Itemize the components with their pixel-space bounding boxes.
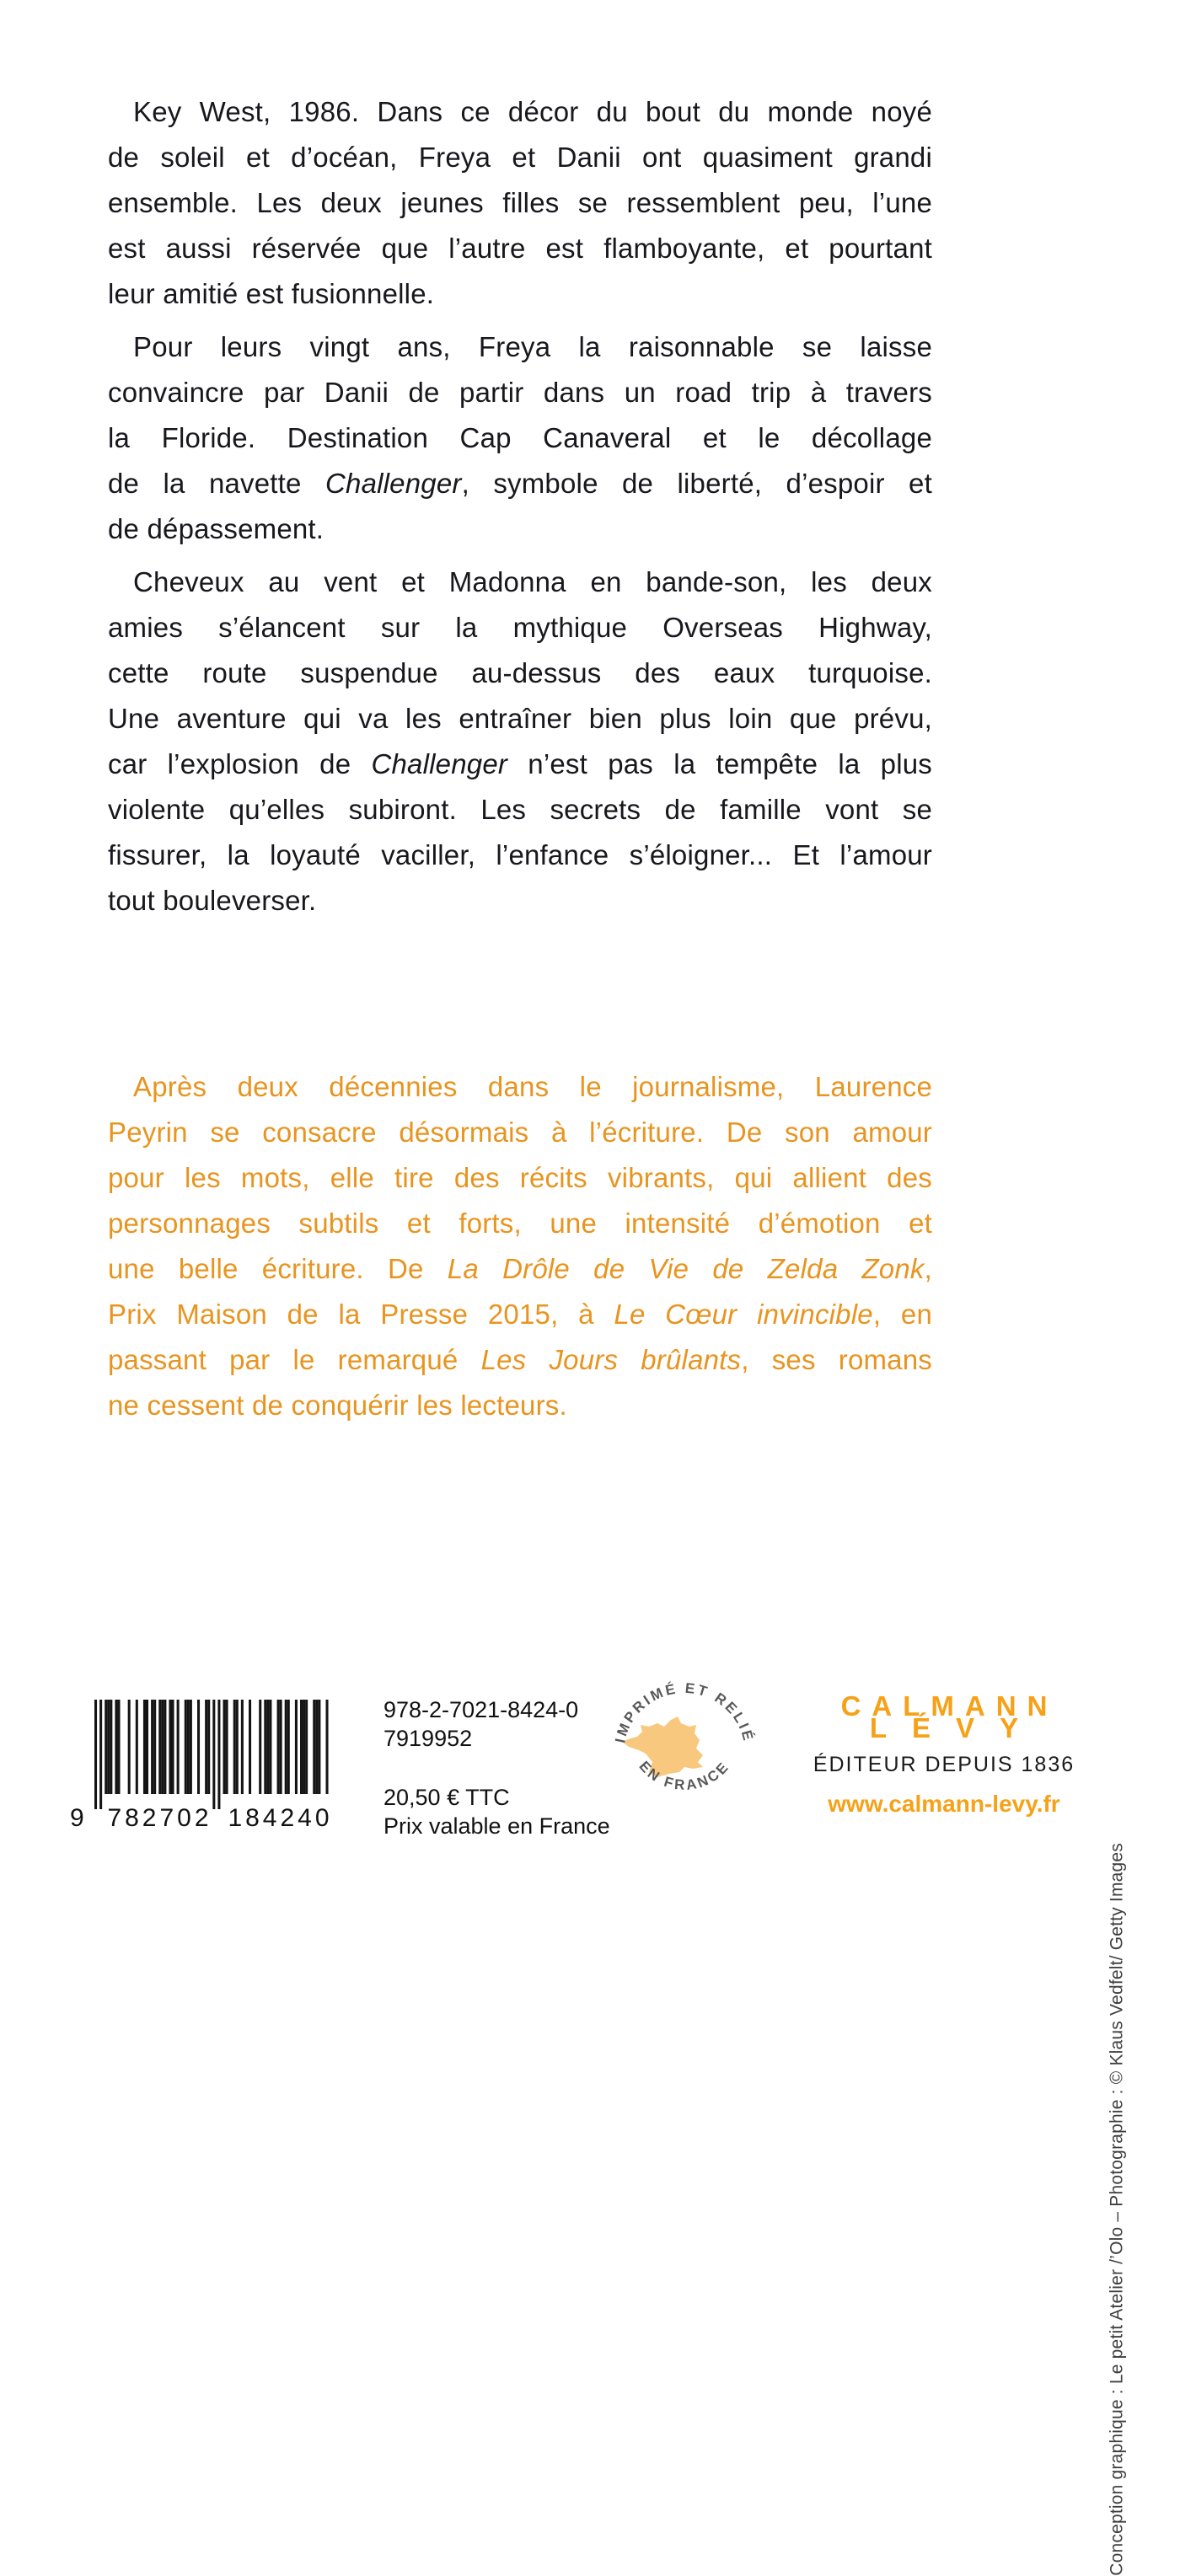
france-map-icon bbox=[622, 1716, 703, 1777]
text-line: leur amitié est fusionnelle. bbox=[108, 278, 435, 309]
barcode-digits-group1: 782702 bbox=[107, 1804, 212, 1832]
print-reference: 7919952 bbox=[384, 1726, 473, 1751]
isbn: 978-2-7021-8424-0 bbox=[384, 1697, 579, 1722]
price-note: Prix valable en France bbox=[384, 1813, 610, 1839]
spacer bbox=[384, 1753, 610, 1783]
synopsis bbox=[108, 89, 932, 931]
calmann-levy-logo bbox=[807, 1692, 1081, 1741]
text-line: ensemble. Les deux jeunes filles se ressemblent peu, l’une bbox=[108, 187, 932, 218]
publisher-tagline: ÉDITEUR DEPUIS 1836 bbox=[813, 1753, 1075, 1776]
text-line: est aussi réservée que l’autre est flamboyante, et pourtant bbox=[108, 233, 932, 264]
text-line: une belle écriture. De La Drôle de Vie de Zelda Zonk, bbox=[108, 1253, 932, 1284]
paragraph bbox=[108, 89, 932, 317]
text-line: de la navette Challenger, symbole de liberté, d’espoir et bbox=[108, 468, 932, 499]
publisher-website: www.calmann-levy.fr bbox=[828, 1791, 1060, 1817]
paragraph bbox=[108, 560, 932, 924]
barcode bbox=[70, 1700, 364, 1843]
stamp-arc-bottom: EN FRANCE bbox=[636, 1758, 733, 1794]
text-line: fissurer, la loyauté vaciller, l’enfance s’éloigner... Et l’amour bbox=[108, 839, 932, 870]
text-line: Une aventure qui va les entraîner bien plus loin que prévu, bbox=[108, 703, 932, 734]
text-line: cette route suspendue au-dessus des eaux turquoise. bbox=[108, 657, 932, 688]
barcode-digit-left: 9 bbox=[70, 1804, 84, 1832]
text-line: de dépassement. bbox=[108, 513, 324, 544]
paragraph bbox=[108, 1064, 932, 1428]
text-line: convaincre par Danii de partir dans un road trip à travers bbox=[108, 377, 932, 408]
text-line: la Floride. Destination Cap Canaveral et le décollage bbox=[108, 422, 932, 453]
text-line: Key West, 1986. Dans ce décor du bout du monde noyé bbox=[133, 96, 932, 127]
text-line: car l’explosion de Challenger n’est pas la tempête la plus bbox=[108, 748, 932, 779]
text-line: personnages subtils et forts, une intensité d’émotion et bbox=[108, 1208, 932, 1239]
barcode-bars bbox=[94, 1700, 339, 1809]
author-note bbox=[108, 1064, 932, 1428]
text-line: pour les mots, elle tire des récits vibrants, qui allient des bbox=[108, 1162, 932, 1193]
credits-vertical: Conception graphique : Le petit Atelier /’Olo – Photographie : © Klaus Vedfelt/ Getty Images bbox=[1108, 1843, 1127, 2576]
made-in-france-stamp bbox=[609, 1673, 760, 1824]
text-line: Après deux décennies dans le journalisme, Laurence bbox=[133, 1071, 932, 1102]
text-line: tout bouleverser. bbox=[108, 885, 317, 916]
text-line: Peyrin se consacre désormais à l’écriture. De son amour bbox=[108, 1117, 932, 1148]
text-line: Pour leurs vingt ans, Freya la raisonnable se laisse bbox=[133, 331, 932, 362]
text-line: amies s’élancent sur la mythique Overseas Highway, bbox=[108, 612, 932, 643]
text-line: violente qu’elles subiront. Les secrets de famille vont se bbox=[108, 794, 932, 825]
stamp-arc-top: IMPRIMÉ ET RELIÉ bbox=[612, 1679, 757, 1745]
text-line: de soleil et d’océan, Freya et Danii ont quasiment grandi bbox=[108, 142, 932, 173]
price: 20,50 € TTC bbox=[384, 1785, 510, 1810]
publisher-block bbox=[807, 1692, 1081, 1818]
text-line: Prix Maison de la Presse 2015, à Le Cœur invincible, en bbox=[108, 1299, 932, 1330]
text-line: passant par le remarqué Les Jours brûlants, ses romans bbox=[108, 1344, 932, 1375]
publisher-name-line1: CALMANN bbox=[840, 1690, 1059, 1722]
sales-info bbox=[384, 1695, 610, 1840]
publisher-name-line2: LÉVY bbox=[869, 1712, 1044, 1743]
paragraph bbox=[108, 324, 932, 552]
text-line: ne cessent de conquérir les lecteurs. bbox=[108, 1390, 567, 1421]
text-line: Cheveux au vent et Madonna en bande-son, les deux bbox=[133, 566, 932, 597]
barcode-digits-group2: 184240 bbox=[228, 1804, 333, 1832]
